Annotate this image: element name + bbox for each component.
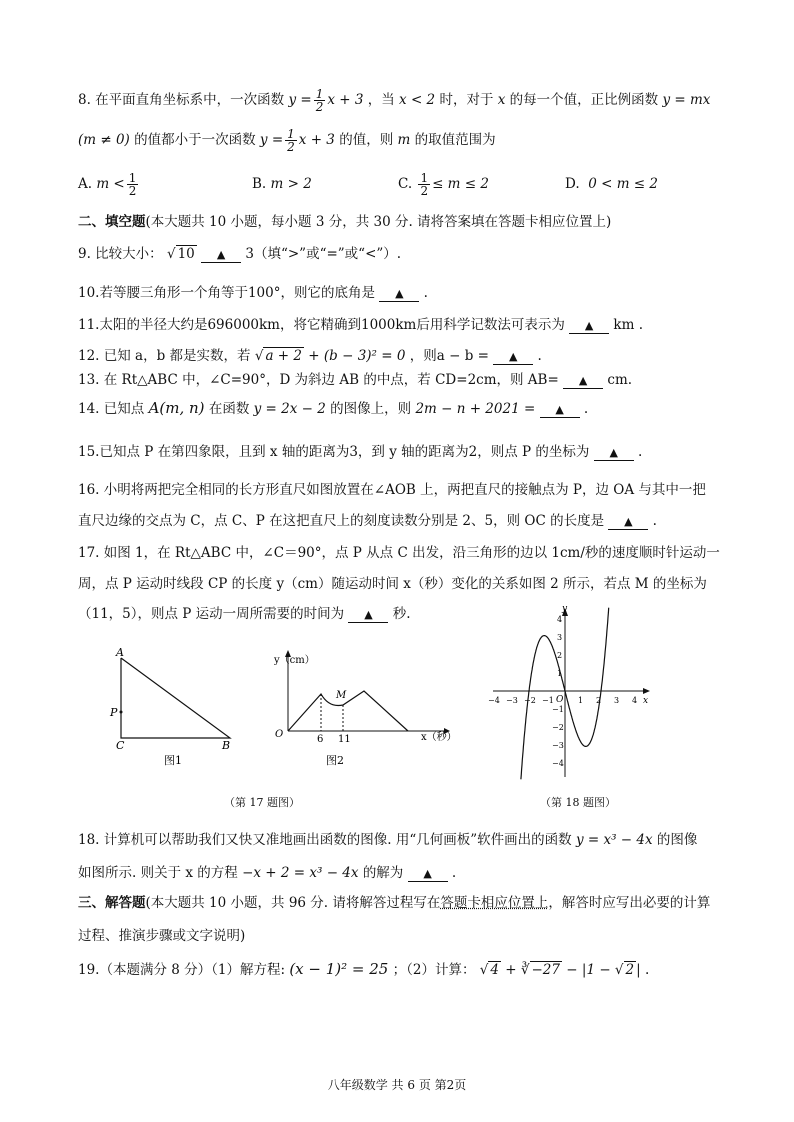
q15 (78, 440, 642, 461)
fig18-x-tick: −2 (524, 696, 536, 705)
fig2-tick-6: 6 (317, 734, 324, 745)
q17-text-c: （11，5），则点 P 运动一周所需要的时间为 (78, 606, 345, 622)
q8-option-b: B. m > 2 (252, 176, 312, 192)
q13-text-a: 13. 在 Rt△ABC 中，∠C=90°，D 为斜边 AB 的中点，若 CD=2cm，则 AB= (78, 372, 559, 388)
triangle-abc (121, 658, 230, 738)
q9-answer-blank[interactable]: ▲ (201, 248, 241, 263)
fig18-y-tick: −3 (552, 741, 564, 750)
q8-func2: y = $\frac{1}{2}$ x + 3 (259, 127, 335, 154)
q16-answer-blank[interactable]: ▲ (608, 515, 648, 530)
q12-text-a: 12. 已知 a，b 都是实数，若 (78, 348, 251, 364)
section3-desc-line2: 过程、推演步骤或文字说明) (78, 928, 246, 944)
q8-option-b-label: B. (252, 176, 267, 192)
fig18-x-tick: 2 (596, 696, 602, 705)
fig18-x-tick: −4 (488, 696, 500, 705)
q8-text-e: 的值都小于一次函数 (134, 132, 256, 148)
section2-desc: (本大题共 10 小题，每小题 3 分，共 30 分. 请将答案填在答题卡相应位置上) (145, 214, 612, 230)
q8-text-a: 8. 在平面直角坐标系中，一次函数 (78, 92, 285, 108)
q17-answer-blank[interactable]: ▲ (348, 608, 388, 623)
fig18-y-tick: 4 (557, 615, 563, 624)
fig2-caption: 图2 (326, 754, 344, 767)
q19-text-c: . (644, 962, 650, 978)
q8-option-c: C. $\frac{1}{2}$ ≤ m ≤ 2 (398, 171, 489, 198)
q18-text-e: . (451, 865, 457, 881)
section3-desc-emphasis: 答题卡相应位置上 (440, 895, 549, 911)
fig18-y-tick: 2 (557, 651, 563, 660)
q8-m: m (397, 132, 411, 148)
q12-answer-blank[interactable]: ▲ (493, 350, 533, 365)
q10-text-a: 10.若等腰三角形一个角等于100°，则它的底角是 (78, 285, 375, 301)
q14-text-c: 的图像上，则 (330, 401, 412, 417)
fig18-y-tick: −2 (552, 723, 564, 732)
fig18-x-tick: 3 (614, 696, 620, 705)
fig18-y-tick: 1 (557, 669, 563, 678)
q15-text-a: 15.已知点 P 在第四象限，且到 x 轴的距离为3，到 y 轴的距离为2，则点 P 的坐标为 (78, 444, 590, 460)
figure-1-triangle (100, 645, 250, 770)
q17-text-d: 秒. (392, 606, 411, 622)
section2-heading (78, 210, 611, 230)
fig18-x-tick: 4 (632, 696, 638, 705)
q9-sqrt: √ 10 (166, 246, 195, 262)
fig18-x-arrow (643, 688, 650, 694)
q14-func: y = 2x − 2 (253, 401, 326, 417)
q11 (78, 313, 643, 334)
fig18-caption-text: （第 18 题图） (540, 796, 616, 809)
q11-text-a: 11.太阳的半径大约是696000km，将它精确到1000km后用科学记数法可表示为 (78, 317, 565, 333)
q8-line2 (78, 128, 496, 153)
q14 (78, 397, 588, 418)
figure-18-cubic-graph (485, 602, 655, 787)
fig18-x-tick: −3 (506, 696, 518, 705)
fig1-label-b: B (222, 739, 231, 752)
figure-2-graph (268, 645, 458, 770)
q19-expression: √ 4 + ∛ −27 − |1 − √ 2 | (479, 962, 641, 978)
q8-option-a-label: A. (78, 176, 93, 192)
q8-line1 (78, 88, 710, 113)
q18-text-c: 如图所示. 则关于 x 的方程 (78, 865, 238, 881)
q8-text-b: ，当 (367, 92, 395, 108)
q10-text-b: . (423, 285, 428, 301)
fig1-caption: 图1 (164, 754, 182, 767)
fig18-x-tick: 1 (578, 696, 584, 705)
fig1-label-a: A (116, 646, 124, 659)
q8-option-a: A. m < $\frac{1}{2}$ (78, 171, 137, 198)
q10 (78, 281, 428, 302)
q17-line2 (78, 572, 707, 592)
q14-text-d: . (583, 401, 589, 417)
q11-text-b: km . (613, 317, 643, 333)
fig18-origin: O (556, 695, 564, 705)
q18-line1 (78, 828, 697, 848)
section3-desc-a: (本大题共 10 小题，共 96 分. 请将解答过程写在 (145, 895, 441, 911)
q8-option-c-label: C. (398, 176, 413, 192)
fig1-label-c: C (116, 739, 125, 752)
q12 (78, 344, 542, 365)
fig1-point-p (120, 711, 123, 714)
q18-text-b: 的图像 (656, 832, 698, 848)
q16-line2 (78, 509, 657, 530)
fig2-origin: O (275, 729, 284, 740)
q8-m-cond: (m ≠ 0) (78, 132, 130, 148)
q17-text-b: 周，点 P 运动时线段 CP 的长度 y（cm）随运动时间 x（秒）变化的关系如图 2 所示，若点 M 的坐标为 (78, 576, 707, 592)
fig2-label-m: M (336, 690, 347, 701)
q14-text-b: 在函数 (208, 401, 250, 417)
fig18-y-tick: 3 (557, 633, 563, 642)
fig18-x-tick: −1 (542, 696, 554, 705)
q13-text-b: cm. (607, 372, 633, 388)
q19-text-a: 19.（本题满分 8 分）（1）解方程: (78, 962, 286, 978)
fig1-label-p: P (110, 706, 118, 719)
section3-heading (78, 891, 710, 911)
q8-x: x (497, 92, 506, 108)
q18-text-d: 的解为 (362, 865, 404, 881)
fig18-x-label: x (643, 696, 649, 706)
q9 (78, 242, 401, 263)
fig18-y-tick: −1 (552, 705, 564, 714)
fig17-caption: （第 17 题图） (224, 796, 300, 809)
q11-answer-blank[interactable]: ▲ (569, 319, 609, 334)
q18-func: y = x³ − 4x (575, 832, 653, 848)
q16-line1 (78, 478, 706, 498)
q17-line1 (78, 541, 720, 561)
q19-equation: (x − 1)² = 25 (289, 960, 389, 978)
q8-func: y = $\frac{1}{2}$ x + 3 (288, 87, 364, 114)
q14-text-a: 14. 已知点 (78, 401, 145, 417)
q16-text-b: 直尺边缘的交点为 C，点 C、P 在这把直尺上的刻度读数分别是 2、5，则 OC 的长度是 (78, 513, 605, 529)
q18-text-a: 18. 计算机可以帮助我们又快又准地画出函数的图像. 用“几何画板”软件画出的函数 (78, 832, 572, 848)
page-footer: 八年级数学 共 6 页 第2页 (327, 1078, 467, 1092)
q15-text-b: . (637, 444, 643, 460)
q19-text-b: ；（2）计算： (392, 962, 476, 978)
q12-text-c: . (537, 348, 542, 364)
q8-text-c: 时，对于 (439, 92, 494, 108)
q8-cond: x < 2 (399, 92, 436, 108)
q18-equation: −x + 2 = x³ − 4x (242, 865, 359, 881)
q12-text-b: ，则a − b = (409, 348, 489, 364)
fig2-y-label: y（cm） (274, 655, 315, 666)
q17-text-a: 17. 如图 1，在 Rt△ABC 中，∠C＝90°，点 P 从点 C 出发，沿三角形的边以 1cm/秒的速度顺时针运动一 (78, 545, 720, 561)
fig2-tick-11: 11 (338, 734, 351, 745)
q8-option-d: D. 0 < m ≤ 2 (565, 176, 658, 192)
q18-answer-blank[interactable]: ▲ (408, 867, 448, 882)
q14-expr: 2m − n + 2021 = (415, 401, 536, 417)
fig18-y-label: y (562, 604, 568, 614)
q18-line2 (78, 861, 456, 882)
q17-line3 (78, 602, 411, 623)
q19 (78, 958, 649, 978)
q14-point: A(m, n) (148, 399, 205, 417)
q13-answer-blank[interactable]: ▲ (563, 374, 603, 389)
q8-text-f: 的值，则 (339, 132, 394, 148)
q12-equation: √ a + 2 + (b − 3)² = 0 (254, 348, 406, 364)
fig2-curve (288, 691, 408, 731)
q8-prop-func: y = mx (662, 92, 711, 108)
q13 (78, 368, 632, 389)
section3-title: 三、解答题 (78, 895, 146, 911)
fig18-y-tick: −4 (552, 759, 564, 768)
q8-text-g: 的取值范围为 (414, 132, 496, 148)
q9-text-a: 9. 比较大小： (78, 246, 163, 262)
q14-answer-blank[interactable]: ▲ (540, 403, 580, 418)
q15-answer-blank[interactable]: ▲ (594, 446, 634, 461)
q16-text-a: 16. 小明将两把完全相同的长方形直尺如图放置在∠AOB 上，两把直尺的接触点为 P，边 OA 与其中一把 (78, 482, 706, 498)
fig2-x-label: x（秒） (421, 732, 457, 743)
q8-option-d-label: D. (565, 176, 580, 192)
section3-desc-b: ，解答时应写出必要的计算 (548, 895, 711, 911)
q10-answer-blank[interactable]: ▲ (379, 287, 419, 302)
q9-text-b: 3（填“>”或“=”或“<”）. (245, 246, 402, 262)
q16-text-c: . (652, 513, 657, 529)
section2-title: 二、填空题 (78, 214, 146, 230)
q8-text-d: 的每一个值，正比例函数 (509, 92, 659, 108)
